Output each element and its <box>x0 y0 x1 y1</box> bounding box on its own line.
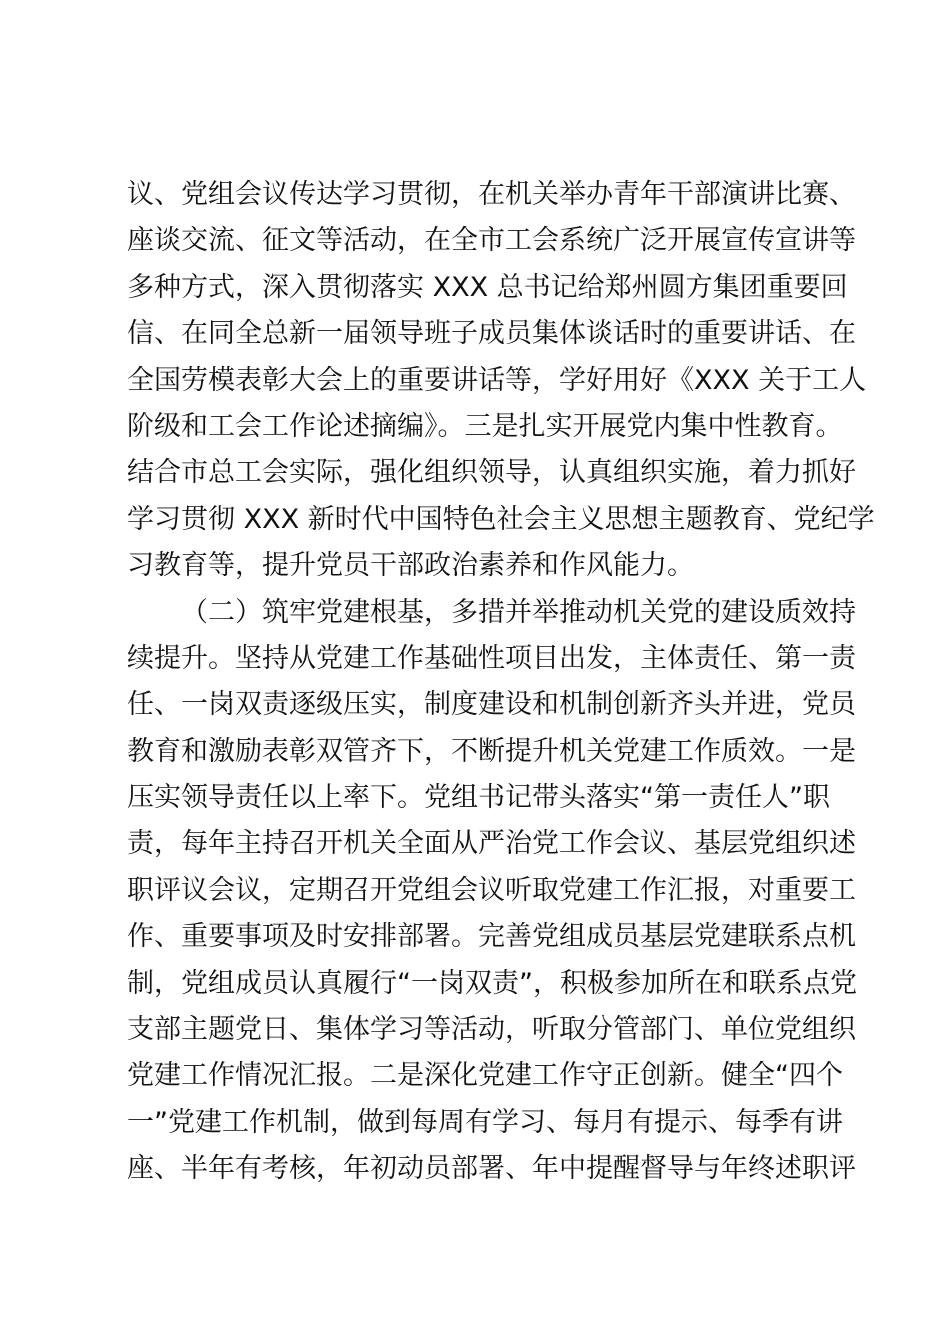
text-line: 议、党组会议传达学习贯彻，在机关举办青年干部演讲比赛、 <box>127 179 856 210</box>
text-line: 责，每年主持召开机关全面从严治党工作会议、基层党组织述 <box>127 828 856 860</box>
text-line: 结合市总工会实际，强化组织领导，认真组织实施，着力抓好 <box>127 457 856 489</box>
text-line: 续提升。坚持从党建工作基础性项目出发，主体责任、第一责 <box>127 642 856 674</box>
body-text <box>127 172 875 1193</box>
section-heading-line: （二）筑牢党建根基，多措并举推动机关党的建设质效持 <box>181 596 856 628</box>
text-line: 压实领导责任以上率下。党组书记带头落实“第一责任人”职 <box>127 782 830 814</box>
text-line: 制，党组成员认真履行“一岗双责”，积极参加所在和联系点党 <box>127 967 857 999</box>
text-line: 作、重要事项及时安排部署。完善党组成员基层党建联系点机 <box>127 921 856 953</box>
text-line: 任、一岗双责逐级压实，制度建设和机制创新齐头并进，党员 <box>127 689 856 721</box>
text-line: 教育和激励表彰双管齐下，不断提升机关党建工作质效。一是 <box>127 735 856 767</box>
text-line: 信、在同全总新一届领导班子成员集体谈话时的重要讲话、在 <box>127 318 856 350</box>
text-line: 阶级和工会工作论述摘编》。三是扎实开展党内集中性教育。 <box>127 410 843 442</box>
text-line: 职评议会议，定期召开党组会议听取党建工作汇报，对重要工 <box>127 874 856 906</box>
text-line: 座谈交流、征文等活动，在全市工会系统广泛开展宣传宣讲等 <box>127 225 856 257</box>
text-line: 座、半年有考核，年初动员部署、年中提醒督导与年终述职评 <box>127 1153 856 1185</box>
text-line: 学习贯彻 XXX 新时代中国特色社会主义思想主题教育、党纪学 <box>127 503 875 535</box>
text-line: 一”党建工作机制，做到每周有学习、每月有提示、每季有讲 <box>127 1106 843 1138</box>
text-line: 习教育等，提升党员干部政治素养和作风能力。 <box>127 550 694 582</box>
text-line: 多种方式，深入贯彻落实 XXX 总书记给郑州圆方集团重要回 <box>127 271 848 303</box>
text-line: 全国劳模表彰大会上的重要讲话等，学好用好《XXX 关于工人 <box>127 364 867 396</box>
text-line: 党建工作情况汇报。二是深化党建工作守正创新。健全“四个 <box>127 1060 843 1092</box>
text-line: 支部主题党日、集体学习等活动，听取分管部门、单位党组织 <box>127 1014 856 1046</box>
